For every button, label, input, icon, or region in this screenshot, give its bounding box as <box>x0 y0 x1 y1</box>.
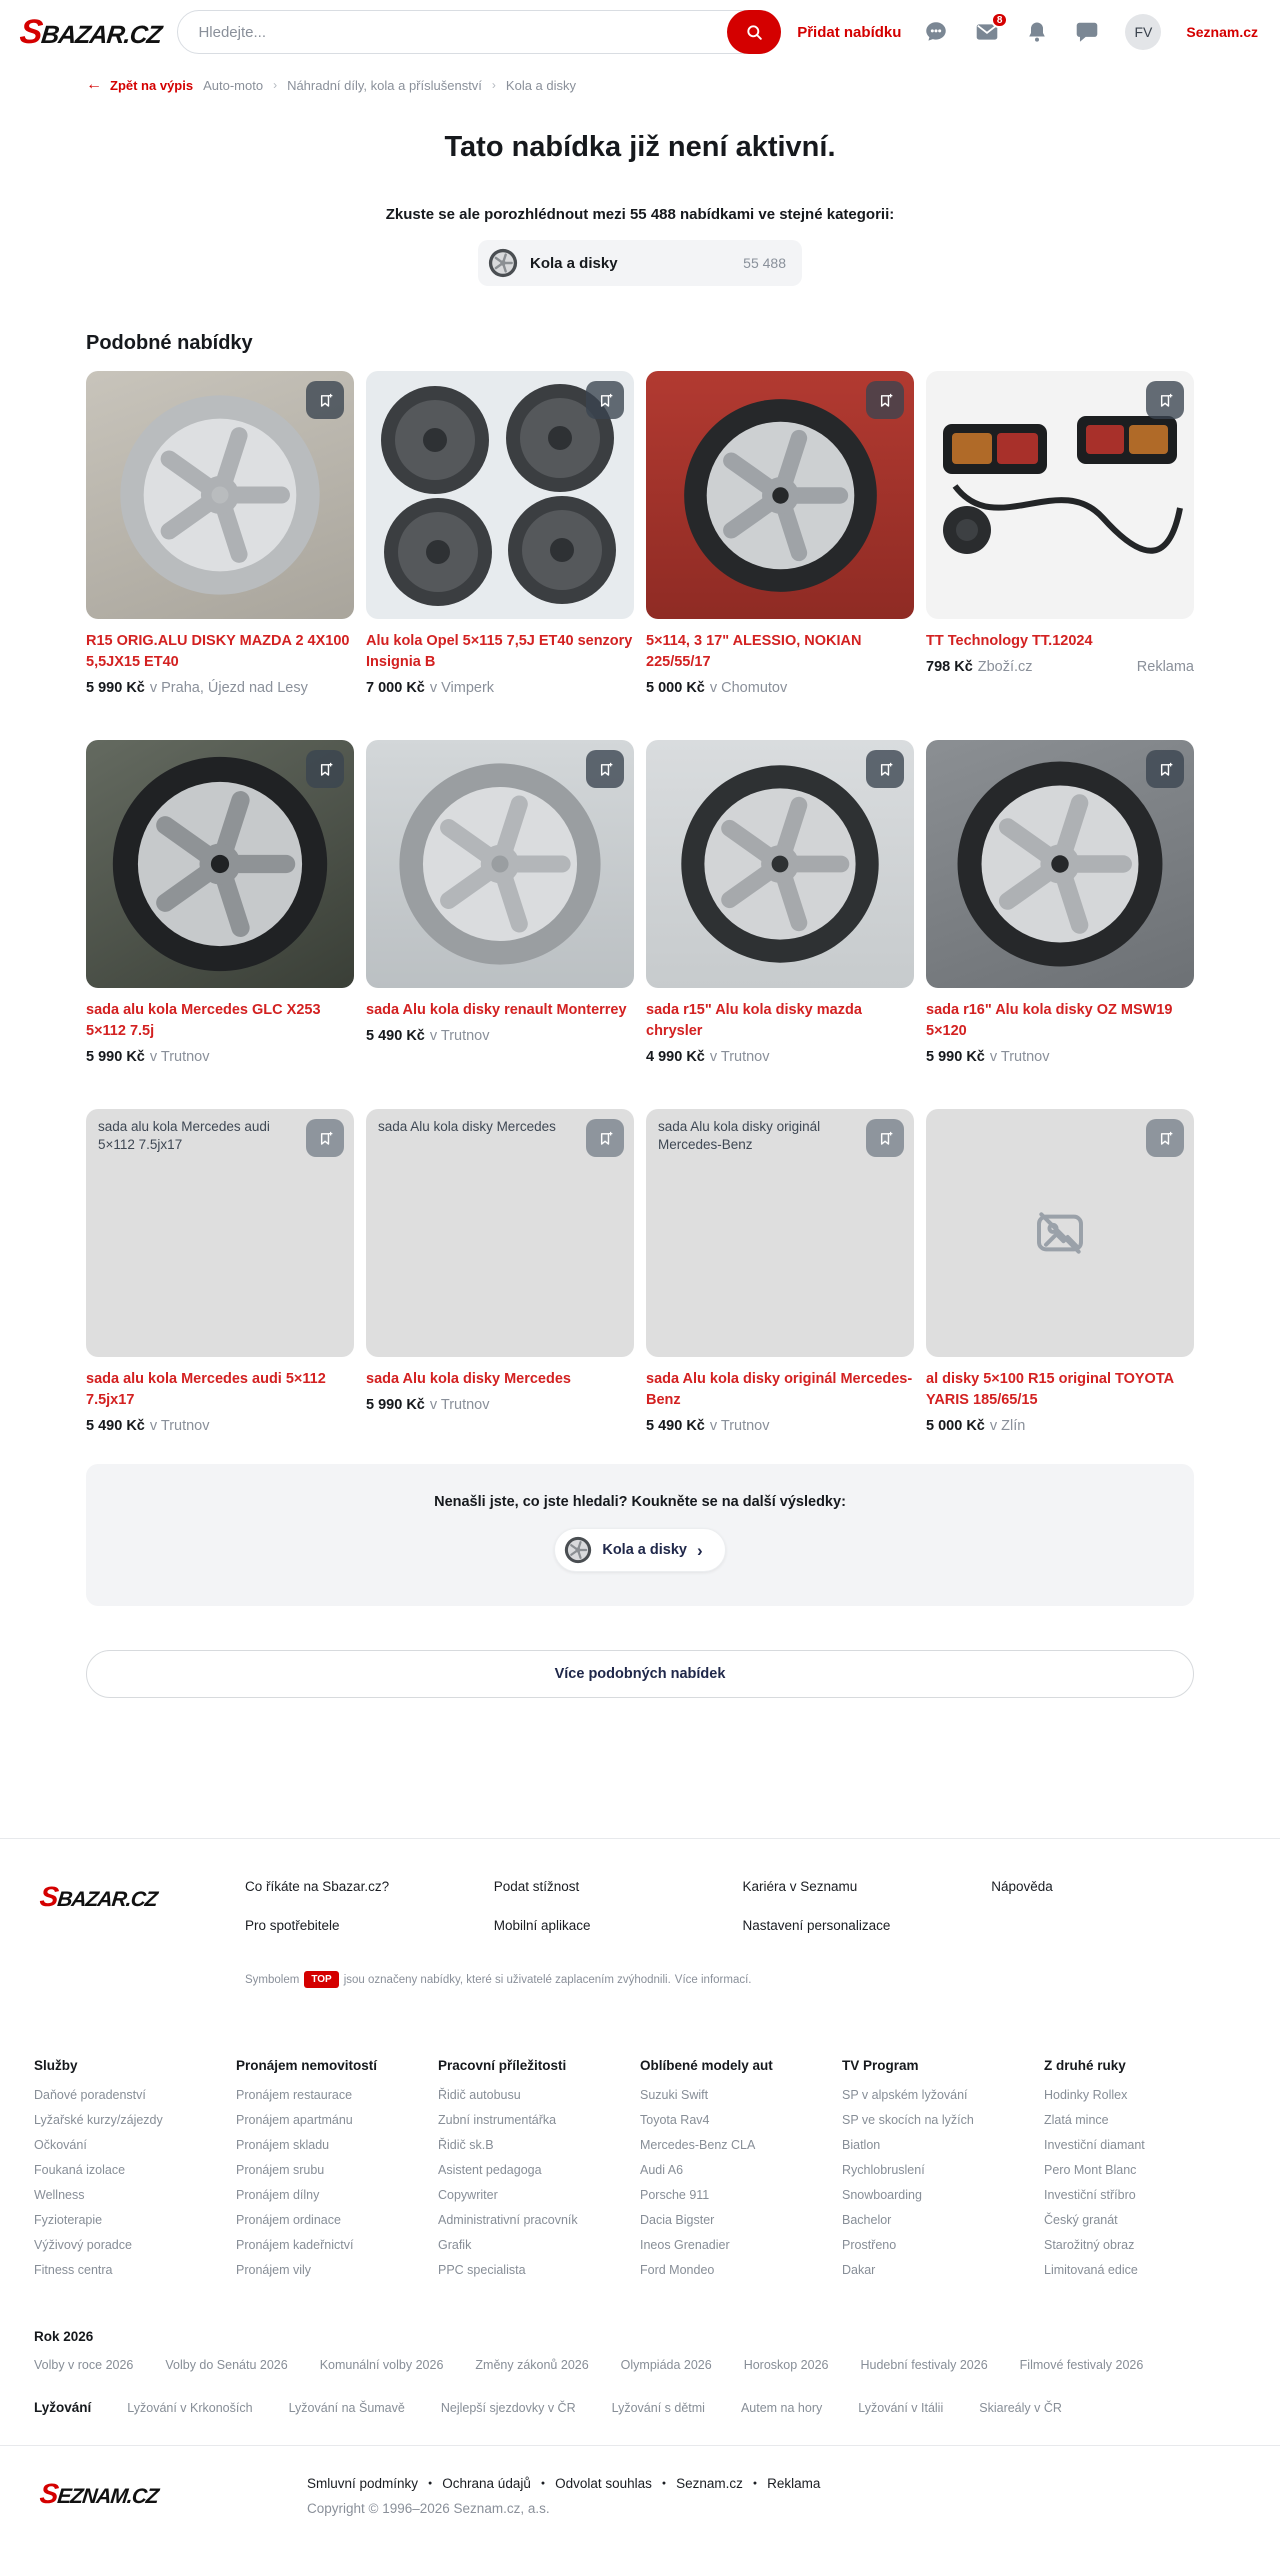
ski-link[interactable]: Lyžování v Krkonoších <box>127 2401 253 2416</box>
listing-card[interactable] <box>926 1109 1194 1434</box>
category-chip[interactable] <box>478 240 802 286</box>
back-to-list-link[interactable]: ← Zpět na výpis <box>86 76 194 93</box>
footer-link[interactable]: Nápověda <box>991 1879 1053 1895</box>
wheel-photo <box>114 389 326 601</box>
footer-column-link[interactable]: Copywriter <box>438 2188 498 2203</box>
rok-link[interactable]: Komunální volby 2026 <box>319 2358 444 2373</box>
footer-column-title: Oblíbené modely aut <box>640 2058 773 2074</box>
footer-column-link[interactable]: Rychlobruslení <box>842 2163 925 2178</box>
ski-title: Lyžování <box>34 2400 92 2416</box>
footer-links <box>245 1879 1240 1933</box>
footer-column <box>34 2058 236 2283</box>
footer-column-link[interactable]: SP ve skocích na lyžích <box>842 2113 974 2128</box>
more-similar-offers-button[interactable]: Více podobných nabídek <box>86 1650 1194 1698</box>
bookmark-button[interactable] <box>306 1119 344 1157</box>
legal-link[interactable]: Smluvní podmínky <box>307 2476 419 2492</box>
listing-title: al disky 5×100 R15 original TOYOTA YARIS 185/65/15 <box>926 1371 1174 1409</box>
footer-column-link[interactable]: Porsche 911 <box>640 2188 710 2203</box>
footer-column-link[interactable]: Biatlon <box>842 2138 881 2153</box>
ad-label: Reklama <box>1136 659 1194 676</box>
listing-photo <box>926 740 1194 988</box>
listing-title: sada Alu kola disky Mercedes <box>366 1371 571 1388</box>
photo-overlay-title: sada Alu kola disky originál Mercedes-Benz <box>658 1119 821 1153</box>
footer-column-link[interactable]: Řidič autobusu <box>438 2088 521 2103</box>
listing-title: sada alu kola Mercedes audi 5×112 7.5jx17 <box>86 1371 326 1409</box>
listing-card[interactable] <box>926 740 1194 1065</box>
rok-link[interactable]: Změny zákonů 2026 <box>475 2358 589 2373</box>
listing-meta <box>86 1049 354 1065</box>
chevron-right-icon: › <box>273 78 278 92</box>
footer-bottom-links <box>307 2476 820 2491</box>
footer-column-link[interactable]: Fitness centra <box>34 2263 113 2278</box>
wheel-icon <box>564 1536 592 1564</box>
bookmark-button[interactable] <box>866 750 904 788</box>
footer-column-link[interactable]: Pronájem srubu <box>236 2163 325 2178</box>
category-pill-label: Kola a disky <box>602 1542 687 1559</box>
messages-icon[interactable] <box>974 14 1003 45</box>
sbazar-logo[interactable] <box>18 15 163 49</box>
footer-column-title: Služby <box>34 2058 78 2074</box>
seznam-link[interactable]: Seznam.cz <box>1186 24 1258 40</box>
listing-meta <box>366 1397 634 1413</box>
photo-overlay-title: sada Alu kola disky Mercedes <box>378 1119 556 1135</box>
ski-link[interactable]: Lyžování s dětmi <box>611 2401 705 2416</box>
listing-title: sada r15" Alu kola disky mazda chrysler <box>646 1002 862 1040</box>
listing-title: sada Alu kola disky renault Monterrey <box>366 1002 627 1019</box>
listing-price: 4 990 Kč <box>646 1049 705 1066</box>
footer-column-link[interactable]: Limitovaná edice <box>1044 2263 1138 2278</box>
footer-column <box>842 2058 1044 2283</box>
bookmark-button[interactable] <box>306 750 344 788</box>
listing-price: 798 Kč <box>926 659 973 676</box>
more-info-link[interactable]: Více informací. <box>674 1973 752 1986</box>
listing-card[interactable] <box>646 371 914 696</box>
notice-subtitle: Zkuste se ale porozhlédnout mezi 55 488 nabídkami ve stejné kategorii: <box>385 206 895 223</box>
bookmark-plus-icon <box>597 1130 614 1147</box>
breadcrumb-item[interactable]: Kola a disky <box>505 77 577 93</box>
rok-link[interactable]: Olympiáda 2026 <box>620 2358 712 2373</box>
listing-card[interactable] <box>366 1109 634 1434</box>
rok-link[interactable]: Volby do Senátu 2026 <box>165 2358 288 2373</box>
rok-title: Rok 2026 <box>34 2329 94 2345</box>
chevron-right-icon: › <box>491 78 496 92</box>
listing-price: 5 990 Kč <box>86 1049 145 1066</box>
legal-link[interactable]: Odvolat souhlas <box>555 2476 652 2492</box>
footer-column-link[interactable]: Ford Mondeo <box>640 2263 715 2278</box>
footer-link[interactable]: Nastavení personalizace <box>742 1918 891 1934</box>
listing-location: v Trutnov <box>709 1418 770 1435</box>
listing-photo <box>926 1109 1194 1357</box>
listing-location: v Zlín <box>989 1418 1026 1435</box>
wheel-photo <box>393 757 607 971</box>
listing-price: 5 490 Kč <box>366 1028 425 1045</box>
logo-letter: S <box>18 13 44 51</box>
rok-link[interactable]: Hudební festivaly 2026 <box>860 2358 988 2373</box>
seznam-footer-logo[interactable]: S EZNAM.CZ <box>38 2478 160 2510</box>
copyright: Copyright © 1996–2026 Seznam.cz, a.s. <box>307 2501 550 2517</box>
footer-ski-section <box>0 2400 1280 2415</box>
header <box>0 0 1280 64</box>
footer-column-link[interactable]: PPC specialista <box>438 2263 526 2278</box>
listing-meta <box>646 1418 914 1434</box>
listing-location: v Trutnov <box>429 1397 490 1414</box>
listing-source: Zboží.cz <box>977 659 1033 676</box>
listing-card[interactable] <box>86 371 354 696</box>
top-badge-note: Symbolem TOP jsou označeny nabídky, které si uživatelé zaplacením zvýhodnili. Více informací. <box>245 1971 1280 1988</box>
footer-column-link[interactable]: Řidič sk.B <box>438 2138 494 2153</box>
footer-column-link[interactable]: Pronájem ordinace <box>236 2213 341 2228</box>
listing-location: v Trutnov <box>709 1049 770 1066</box>
listing-meta <box>926 659 1194 675</box>
listing-photo <box>366 740 634 988</box>
listing-meta <box>86 1418 354 1434</box>
footer-columns <box>0 2058 1280 2283</box>
speech-bubble-icon[interactable] <box>1074 19 1100 45</box>
wheel-photo <box>106 750 334 978</box>
wheel-photo <box>951 755 1169 973</box>
listing-photo <box>86 740 354 988</box>
listing-price: 5 000 Kč <box>646 680 705 697</box>
wheel-photo <box>678 393 883 598</box>
footer-column-link[interactable]: SP v alpském lyžování <box>842 2088 968 2103</box>
footer-rok-section <box>0 2329 1280 2372</box>
footer-column-link[interactable]: Pronájem restaurace <box>236 2088 353 2103</box>
listing-photo <box>366 1109 634 1357</box>
header-icons <box>923 14 1258 50</box>
listing-card[interactable] <box>366 740 634 1065</box>
footer-link[interactable]: Pro spotřebitele <box>245 1918 340 1934</box>
listing-price: 7 000 Kč <box>366 680 425 697</box>
listing-location: v Chomutov <box>709 680 788 697</box>
footer-column-link[interactable]: Hodinky Rollex <box>1044 2088 1128 2103</box>
listing-card[interactable] <box>86 740 354 1065</box>
footer-column-link[interactable]: Dacia Bigster <box>640 2213 715 2228</box>
footer-column-link[interactable]: Pero Mont Blanc <box>1044 2163 1137 2178</box>
footer-column-link[interactable]: Pronájem vily <box>236 2263 312 2278</box>
footer-column-link[interactable]: Foukaná izolace <box>34 2163 126 2178</box>
listing-photo <box>926 371 1194 619</box>
listing-photo <box>86 371 354 619</box>
bookmark-plus-icon <box>317 392 334 409</box>
notifications-bell-icon[interactable] <box>1025 19 1049 45</box>
footer-column-link[interactable]: Prostřeno <box>842 2238 897 2253</box>
bookmark-button[interactable] <box>1146 381 1184 419</box>
listing-price: 5 990 Kč <box>926 1049 985 1066</box>
footer-column-link[interactable]: Pronájem kadeřnictví <box>236 2238 354 2253</box>
avatar[interactable]: FV <box>1125 14 1161 50</box>
rok-link[interactable]: Volby v roce 2026 <box>34 2358 134 2373</box>
footer-column-link[interactable]: Audi A6 <box>640 2163 684 2178</box>
messages-badge: 8 <box>991 12 1009 28</box>
chevron-right-icon: › <box>696 1540 703 1560</box>
bookmark-plus-icon <box>877 392 894 409</box>
listing-price: 5 490 Kč <box>86 1418 145 1435</box>
back-arrow-icon: ← <box>86 76 102 93</box>
bookmark-button[interactable] <box>1146 750 1184 788</box>
footer-column-link[interactable]: Snowboarding <box>842 2188 922 2203</box>
sbazar-footer-logo[interactable]: S BAZAR.CZ <box>38 1881 158 1913</box>
listing-meta <box>926 1418 1194 1434</box>
listing-photo <box>646 1109 914 1357</box>
add-offer-link[interactable]: Přidat nabídku <box>797 23 902 41</box>
listing-title: Alu kola Opel 5×115 7,5J ET40 senzory Insignia B <box>366 633 633 671</box>
footer-link[interactable]: Mobilní aplikace <box>493 1918 591 1934</box>
dot-separator: ● <box>428 2480 433 2488</box>
category-chip-count: 55 488 <box>743 255 786 271</box>
bookmark-plus-icon <box>597 392 614 409</box>
logo-text: BAZAR.CZ <box>39 21 163 49</box>
bookmark-plus-icon <box>877 1130 894 1147</box>
footer-column-link[interactable]: Ineos Grenadier <box>640 2238 730 2253</box>
footer-column-title: Z druhé ruky <box>1044 2058 1126 2074</box>
trailer-lights-photo <box>935 400 1185 590</box>
footer-column-link[interactable]: Výživový poradce <box>34 2238 132 2253</box>
footer-column-link[interactable]: Pronájem skladu <box>236 2138 330 2153</box>
listing-meta <box>86 680 354 696</box>
similar-offers-grid <box>86 371 1194 1434</box>
bookmark-plus-icon <box>597 761 614 778</box>
footer-column-link[interactable]: Lyžařské kurzy/zájezdy <box>34 2113 163 2128</box>
footer-column-link[interactable]: Toyota Rav4 <box>640 2113 710 2128</box>
footer-column-link[interactable]: Wellness <box>34 2188 85 2203</box>
bookmark-plus-icon <box>1157 761 1174 778</box>
footer-column-link[interactable]: Zlatá mince <box>1044 2113 1109 2128</box>
listing-photo <box>366 371 634 619</box>
ski-link[interactable]: Skiareály v ČR <box>979 2401 1062 2416</box>
listing-location: v Trutnov <box>149 1418 210 1435</box>
listing-photo <box>86 1109 354 1357</box>
listing-card[interactable] <box>646 740 914 1065</box>
bookmark-plus-icon <box>877 761 894 778</box>
listing-price: 5 990 Kč <box>366 1397 425 1414</box>
ski-link[interactable]: Lyžování v Itálii <box>858 2401 944 2416</box>
footer-link[interactable]: Podat stížnost <box>493 1879 580 1895</box>
listing-location: v Praha, Újezd nad Lesy <box>149 680 308 697</box>
footer-column-link[interactable]: Mercedes-Benz CLA <box>640 2138 756 2153</box>
listing-meta <box>366 1028 634 1044</box>
listing-location: v Trutnov <box>429 1028 490 1045</box>
footer-column-link[interactable]: Český granát <box>1044 2213 1118 2228</box>
bookmark-plus-icon <box>317 1130 334 1147</box>
dot-separator: ● <box>661 2480 667 2488</box>
footer-column-link[interactable]: Starožitný obraz <box>1044 2238 1135 2253</box>
footer-column-link[interactable]: Daňové poradenství <box>34 2088 146 2103</box>
listing-card[interactable] <box>926 371 1194 696</box>
breadcrumb-item[interactable]: Auto-moto <box>203 77 264 93</box>
listing-card[interactable] <box>366 371 634 696</box>
dot-separator: ● <box>752 2480 758 2488</box>
footer-column-link[interactable]: Grafik <box>438 2238 472 2253</box>
search-icon <box>745 23 764 42</box>
listing-location: v Trutnov <box>989 1049 1050 1066</box>
listing-card[interactable] <box>646 1109 914 1434</box>
rok-link[interactable]: Filmové festivaly 2026 <box>1019 2358 1144 2373</box>
breadcrumb <box>0 64 1280 101</box>
page-title: Tato nabídka již není aktivní. <box>444 131 836 163</box>
footer-column-link[interactable]: Fyzioterapie <box>34 2213 103 2228</box>
footer-column-link[interactable]: Pronájem apartmánu <box>236 2113 353 2128</box>
search-input[interactable] <box>177 10 781 54</box>
footer-column-link[interactable]: Investiční diamant <box>1044 2138 1145 2153</box>
footer-column-link[interactable]: Očkování <box>34 2138 87 2153</box>
listing-title: sada alu kola Mercedes GLC X253 5×112 7.5j <box>86 1002 321 1040</box>
bookmark-plus-icon <box>317 761 334 778</box>
similar-offers-heading: Podobné nabídky <box>86 332 253 354</box>
no-image-icon <box>1032 1205 1088 1261</box>
category-pill-button[interactable] <box>554 1528 725 1572</box>
wheel-photo <box>380 380 620 610</box>
footer-column-title: Pracovní příležitosti <box>438 2058 567 2074</box>
legal-link[interactable]: Reklama <box>767 2476 821 2492</box>
breadcrumb-item[interactable]: Náhradní díly, kola a příslušenství <box>287 77 482 93</box>
listing-price: 5 490 Kč <box>646 1418 705 1435</box>
more-results-box <box>86 1464 1194 1606</box>
listing-title: sada r16" Alu kola disky OZ MSW19 5×120 <box>926 1002 1173 1040</box>
top-badge: TOP <box>304 1971 338 1988</box>
footer-column-link[interactable]: Pronájem dílny <box>236 2188 320 2203</box>
dot-separator: ● <box>540 2480 546 2488</box>
listing-title: sada Alu kola disky originál Mercedes-Benz <box>646 1371 913 1409</box>
ski-link[interactable]: Lyžování na Šumavě <box>288 2401 405 2416</box>
footer-column-title: Pronájem nemovitostí <box>236 2058 378 2074</box>
bookmark-button[interactable] <box>866 1119 904 1157</box>
more-results-text: Nenašli jste, co jste hledali? Koukněte se na další výsledky: <box>434 1494 846 1511</box>
bookmark-button[interactable] <box>1146 1119 1184 1157</box>
listing-title: 5×114, 3 17" ALESSIO, NOKIAN 225/55/17 <box>646 633 862 671</box>
listing-location: v Trutnov <box>149 1049 210 1066</box>
footer <box>0 1838 1280 2550</box>
footer-column-link[interactable]: Suzuki Swift <box>640 2088 709 2103</box>
footer-column <box>236 2058 438 2283</box>
search-button[interactable] <box>727 10 781 54</box>
bookmark-plus-icon <box>1157 392 1174 409</box>
listing-meta <box>646 680 914 696</box>
listing-card[interactable] <box>86 1109 354 1434</box>
ski-link[interactable]: Nejlepší sjezdovky v ČR <box>440 2401 576 2416</box>
bookmark-plus-icon <box>1157 1130 1174 1147</box>
footer-column <box>438 2058 640 2283</box>
footer-column-title: TV Program <box>842 2058 919 2074</box>
category-chip-label: Kola a disky <box>530 254 618 272</box>
footer-link[interactable]: Kariéra v Seznamu <box>742 1879 858 1895</box>
photo-overlay-title: sada alu kola Mercedes audi 5×112 7.5jx17 <box>98 1119 270 1153</box>
listing-meta <box>926 1049 1194 1065</box>
listing-photo <box>646 371 914 619</box>
footer-column <box>640 2058 842 2283</box>
listing-title: TT Technology TT.12024 <box>926 633 1093 649</box>
listing-price: 5 990 Kč <box>86 680 145 697</box>
legal-link[interactable]: Seznam.cz <box>676 2476 743 2492</box>
bookmark-button[interactable] <box>866 381 904 419</box>
listing-price: 5 000 Kč <box>926 1418 985 1435</box>
footer-column-link[interactable]: Asistent pedagoga <box>438 2163 542 2178</box>
listing-photo <box>646 740 914 988</box>
bookmark-button[interactable] <box>586 381 624 419</box>
bookmark-button[interactable] <box>306 381 344 419</box>
ski-link[interactable]: Autem na hory <box>740 2401 823 2416</box>
bookmark-button[interactable] <box>586 750 624 788</box>
wheel-icon <box>488 248 518 278</box>
chat-dots-icon[interactable] <box>923 19 949 45</box>
listing-meta <box>366 680 634 696</box>
legal-link[interactable]: Ochrana údajů <box>442 2476 531 2492</box>
search-bar <box>177 10 781 54</box>
footer-column-link[interactable]: Investiční stříbro <box>1044 2188 1136 2203</box>
listing-title: R15 ORIG.ALU DISKY MAZDA 2 4X100 5,5JX15 ET40 <box>86 633 350 671</box>
listing-location: v Vimperk <box>429 680 495 697</box>
wheel-photo <box>675 759 885 969</box>
rok-link[interactable]: Horoskop 2026 <box>743 2358 829 2373</box>
footer-column-link[interactable]: Dakar <box>842 2263 876 2278</box>
footer-column-link[interactable]: Administrativní pracovník <box>438 2213 578 2228</box>
footer-column-link[interactable]: Zubní instrumentářka <box>438 2113 557 2128</box>
listing-meta <box>646 1049 914 1065</box>
footer-column <box>1044 2058 1246 2283</box>
footer-column-link[interactable]: Bachelor <box>842 2213 892 2228</box>
footer-link[interactable]: Co říkáte na Sbazar.cz? <box>245 1879 390 1895</box>
bookmark-button[interactable] <box>586 1119 624 1157</box>
